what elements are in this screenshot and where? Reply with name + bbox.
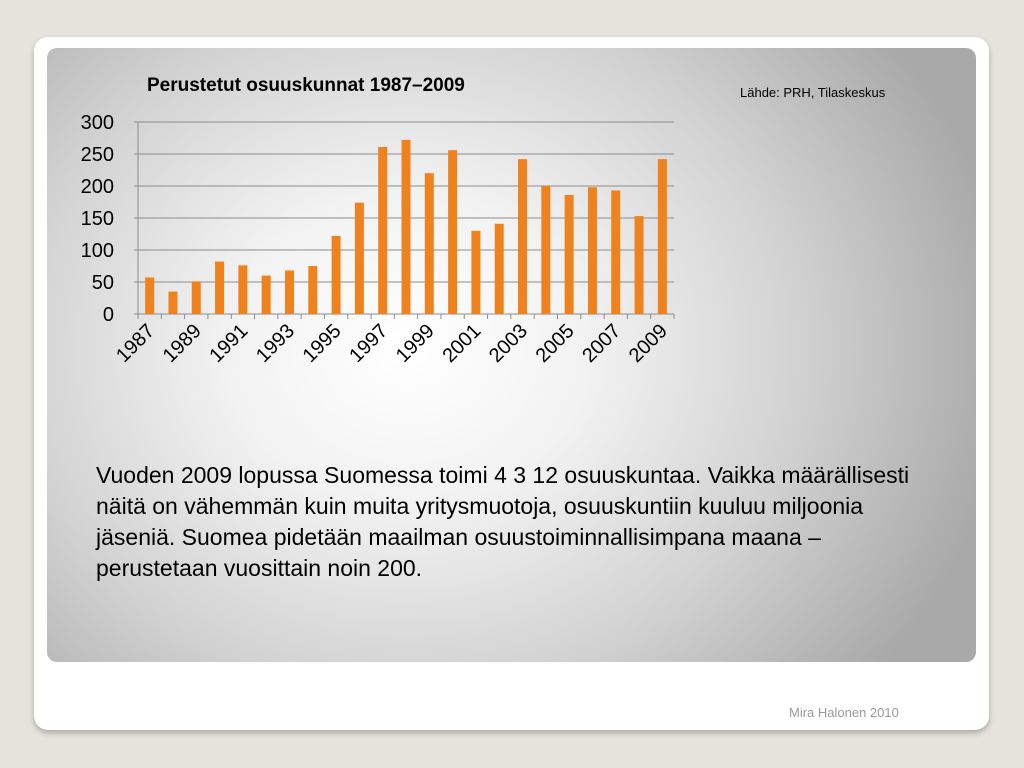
x-tick-label-2001: 2001 — [438, 319, 486, 368]
x-tick-label-1993: 1993 — [251, 319, 300, 368]
bar-2009 — [658, 159, 667, 314]
bar-2004 — [541, 186, 550, 314]
bar-1987 — [145, 278, 154, 314]
y-tick-label-100: 100 — [80, 240, 114, 262]
body-paragraph: Vuoden 2009 lopussa Suomessa toimi 4 3 12 osuuskuntaa. Vaikka määrällisesti näitä on vähemmän kuin muita yritysmuotoja, osuuskuntiin kuuluu miljoonia jäseniä. Suomea pidetään maailman osuustoiminnallisimpana maana – perustetaan vuosittain noin 200. — [96, 462, 910, 581]
bar-1993 — [285, 270, 294, 314]
x-tick-label-2005: 2005 — [531, 319, 579, 368]
x-tick-label-1989: 1989 — [158, 319, 206, 368]
bar-1999 — [425, 173, 434, 314]
chart-title: Perustetut osuuskunnat 1987–2009 — [147, 75, 465, 96]
y-tick-label-150: 150 — [80, 208, 114, 230]
bar-1998 — [402, 140, 411, 314]
y-tick-label-300: 300 — [80, 112, 114, 134]
bar-2002 — [495, 224, 504, 314]
footer-author: Mira Halonen 2010 — [789, 705, 899, 720]
bar-1996 — [355, 203, 364, 314]
y-tick-label-0: 0 — [102, 304, 114, 326]
bar-1994 — [308, 266, 317, 314]
slide-card — [34, 37, 989, 730]
bar-1992 — [262, 276, 271, 314]
x-tick-label-2007: 2007 — [578, 319, 626, 368]
bar-chart — [47, 48, 976, 448]
x-tick-label-1997: 1997 — [345, 319, 393, 368]
bar-2006 — [588, 187, 597, 314]
bar-1989 — [192, 281, 201, 314]
bar-1988 — [168, 292, 177, 314]
x-tick-label-2003: 2003 — [485, 319, 533, 368]
bar-1991 — [238, 265, 247, 314]
x-tick-label-1987: 1987 — [112, 319, 160, 368]
bar-2001 — [471, 231, 480, 314]
x-tick-label-1991: 1991 — [205, 319, 253, 368]
bar-2008 — [635, 216, 644, 314]
content-panel — [47, 48, 976, 662]
x-tick-label-1995: 1995 — [298, 319, 346, 368]
bar-1990 — [215, 262, 224, 314]
x-tick-label-1999: 1999 — [391, 319, 439, 368]
bar-2000 — [448, 150, 457, 314]
source-note: Lähde: PRH, Tilaskeskus — [740, 85, 886, 100]
y-tick-label-50: 50 — [91, 272, 114, 294]
bar-2003 — [518, 159, 527, 314]
bar-2007 — [611, 190, 620, 314]
y-tick-label-250: 250 — [80, 144, 114, 166]
bar-2005 — [565, 195, 574, 314]
bar-1997 — [378, 147, 387, 314]
bar-1995 — [332, 236, 341, 314]
y-tick-label-200: 200 — [80, 176, 114, 198]
x-tick-label-2009: 2009 — [624, 319, 672, 368]
